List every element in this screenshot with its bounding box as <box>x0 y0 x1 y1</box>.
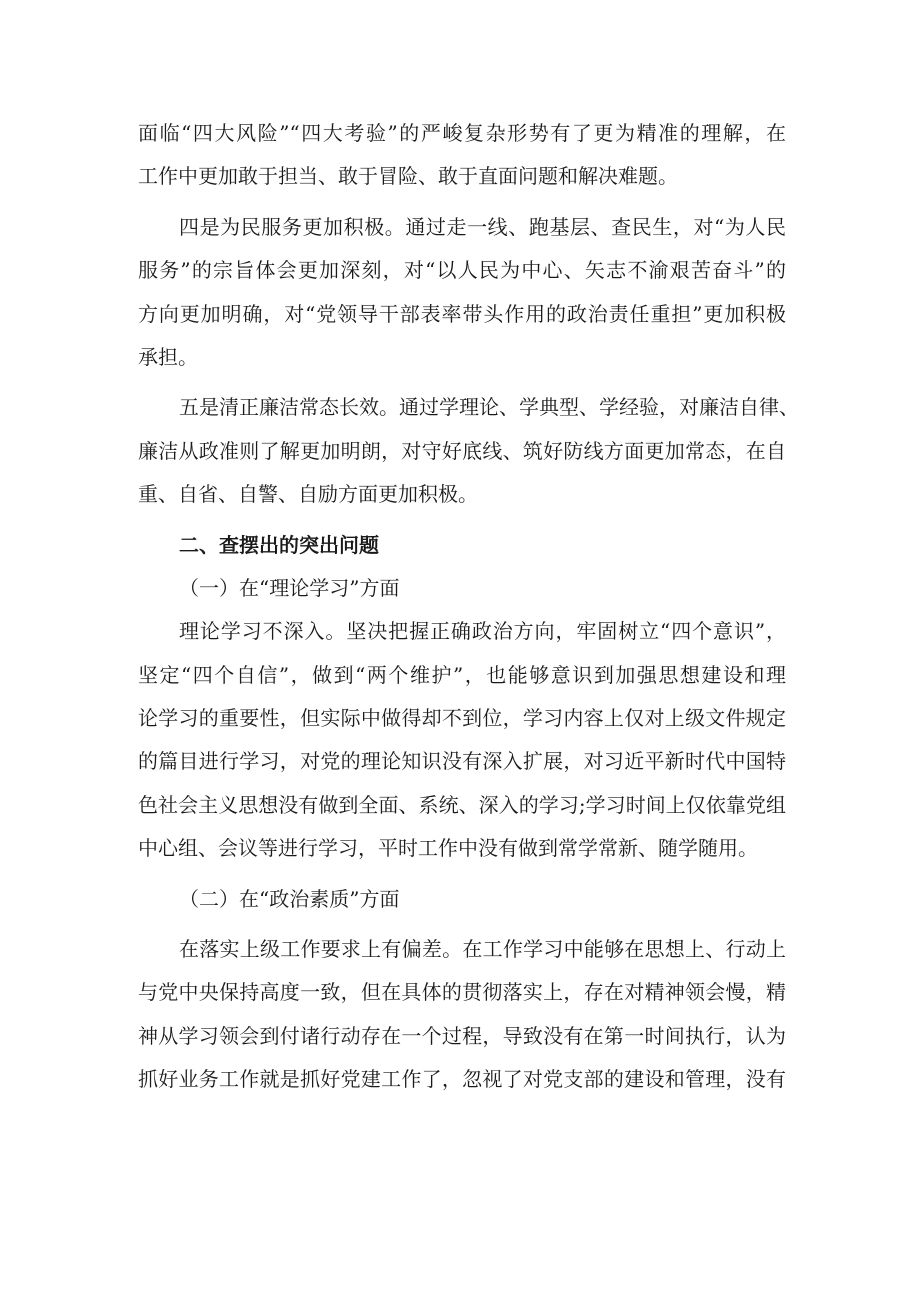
subheading-text: （一）在“理论学习”方面 <box>179 575 400 600</box>
text-line: 工作中更加敢于担当、敢于冒险、敢于直面问题和解决难题。 <box>138 164 678 189</box>
paragraph-political-quality <box>138 928 786 1102</box>
text-line: 方向更加明确，对“党领导干部表率带头作用的政治责任重担”更加积极 <box>138 301 786 326</box>
text-line: 中心组、会议等进行学习，平时工作中没有做到常学常新、随学随用。 <box>138 836 758 861</box>
text-line: 面临“四大风险”“四大考验”的严峻复杂形势有了更为精准的理解，在 <box>138 121 786 145</box>
text-line: 坚定“四个自信”，做到“两个维护”，也能够意识到加强思想建设和理 <box>138 662 786 687</box>
section-heading-problems <box>138 524 786 567</box>
text-line: 在落实上级工作要求上有偏差。在工作学习中能够在思想上、行动上 <box>179 937 786 962</box>
paragraph-risks-continuation <box>138 112 786 199</box>
paragraph-theory-study <box>138 610 786 870</box>
subheading-political-quality <box>138 878 786 921</box>
heading-text: 二、查摆出的突出问题 <box>179 532 379 557</box>
text-line: 四是为民服务更加积极。通过走一线、跑基层、查民生，对“为人民 <box>179 214 786 239</box>
text-line: 重、自省、自警、自励方面更加积极。 <box>138 482 478 507</box>
paragraph-integrity <box>138 386 799 516</box>
text-line: 服务”的宗旨体会更加深刻，对“以人民为中心、矢志不渝艰苦奋斗”的 <box>138 258 786 283</box>
text-line: 承担。 <box>138 344 198 369</box>
text-line: 理论学习不深入。坚决把握正确政治方向，牢固树立“四个意识”， <box>179 619 786 644</box>
text-line: 五是清正廉洁常态长效。通过学理论、学典型、学经验，对廉洁自律、 <box>179 395 799 420</box>
text-line: 的篇目进行学习，对党的理论知识没有深入扩展，对习近平新时代中国特 <box>138 749 786 774</box>
document-body <box>138 112 799 1102</box>
text-line: 抓好业务工作就是抓好党建工作了，忽视了对党支部的建设和管理，没有 <box>138 1067 786 1092</box>
text-line: 论学习的重要性，但实际中做得却不到位，学习内容上仅对上级文件规定 <box>138 706 786 731</box>
text-line: 色社会主义思想没有做到全面、系统、深入的学习;学习时间上仅依靠党组 <box>138 792 786 817</box>
text-line: 与党中央保持高度一致，但在具体的贯彻落实上，存在对精神领会慢，精 <box>138 980 786 1005</box>
text-line: 神从学习领会到付诸行动存在一个过程，导致没有在第一时间执行，认为 <box>138 1023 786 1048</box>
paragraph-serve-people <box>138 206 786 380</box>
text-line: 廉洁从政准则了解更加明朗，对守好底线、筑好防线方面更加常态，在自 <box>138 438 786 463</box>
subheading-theory-study <box>138 567 786 610</box>
subheading-text: （二）在“政治素质”方面 <box>179 886 400 911</box>
